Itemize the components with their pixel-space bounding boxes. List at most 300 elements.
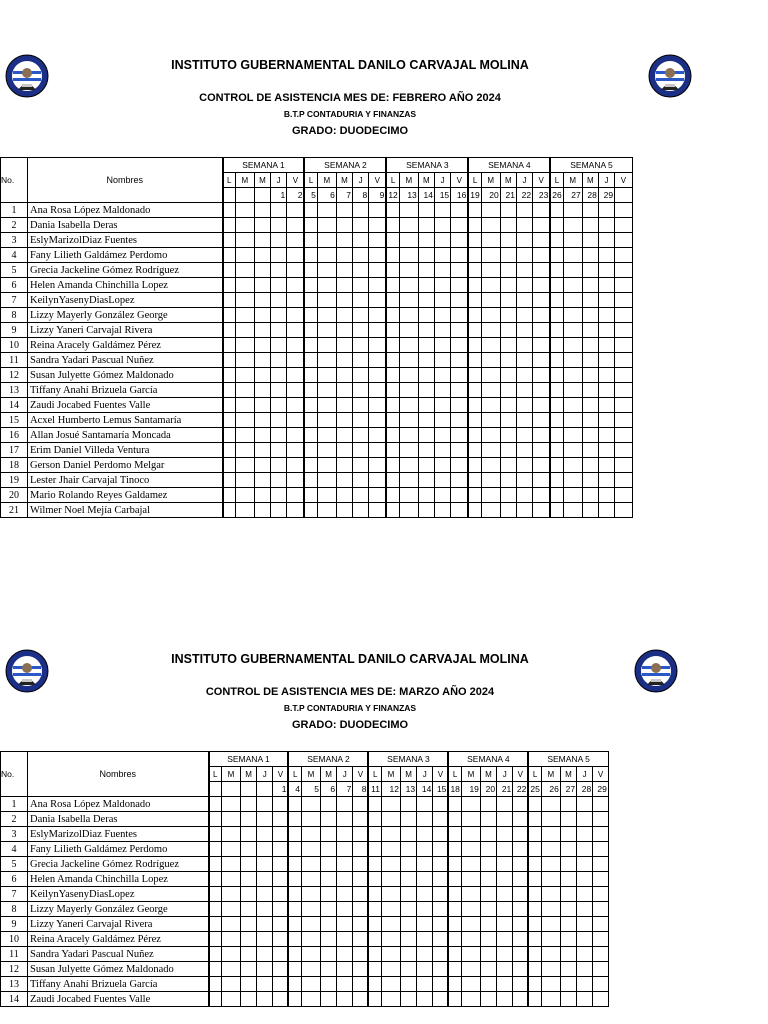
attendance-cell[interactable]: [369, 248, 387, 263]
attendance-cell[interactable]: [273, 887, 289, 902]
attendance-cell[interactable]: [598, 293, 614, 308]
attendance-cell[interactable]: [461, 887, 480, 902]
attendance-cell[interactable]: [271, 263, 287, 278]
attendance-cell[interactable]: [582, 488, 598, 503]
attendance-cell[interactable]: [418, 443, 434, 458]
attendance-cell[interactable]: [481, 413, 500, 428]
attendance-cell[interactable]: [287, 323, 305, 338]
attendance-cell[interactable]: [386, 383, 399, 398]
attendance-cell[interactable]: [386, 473, 399, 488]
attendance-cell[interactable]: [433, 887, 449, 902]
attendance-cell[interactable]: [223, 383, 236, 398]
attendance-cell[interactable]: [320, 812, 336, 827]
attendance-cell[interactable]: [541, 992, 560, 1007]
attendance-cell[interactable]: [304, 278, 317, 293]
attendance-cell[interactable]: [433, 917, 449, 932]
attendance-cell[interactable]: [288, 797, 301, 812]
attendance-cell[interactable]: [400, 887, 416, 902]
attendance-cell[interactable]: [468, 473, 481, 488]
attendance-cell[interactable]: [301, 797, 320, 812]
attendance-cell[interactable]: [254, 428, 270, 443]
attendance-cell[interactable]: [461, 812, 480, 827]
attendance-cell[interactable]: [209, 887, 222, 902]
attendance-cell[interactable]: [317, 458, 336, 473]
attendance-cell[interactable]: [598, 218, 614, 233]
attendance-cell[interactable]: [241, 827, 257, 842]
attendance-cell[interactable]: [550, 218, 563, 233]
attendance-cell[interactable]: [560, 827, 576, 842]
attendance-cell[interactable]: [615, 323, 633, 338]
attendance-cell[interactable]: [241, 992, 257, 1007]
attendance-cell[interactable]: [550, 458, 563, 473]
attendance-cell[interactable]: [271, 413, 287, 428]
attendance-cell[interactable]: [223, 503, 236, 518]
attendance-cell[interactable]: [399, 413, 418, 428]
attendance-cell[interactable]: [497, 992, 513, 1007]
attendance-cell[interactable]: [451, 443, 469, 458]
attendance-cell[interactable]: [336, 428, 352, 443]
attendance-cell[interactable]: [304, 353, 317, 368]
attendance-cell[interactable]: [417, 977, 433, 992]
attendance-cell[interactable]: [353, 827, 369, 842]
attendance-cell[interactable]: [301, 902, 320, 917]
attendance-cell[interactable]: [400, 977, 416, 992]
attendance-cell[interactable]: [381, 977, 400, 992]
attendance-cell[interactable]: [418, 353, 434, 368]
attendance-cell[interactable]: [241, 797, 257, 812]
attendance-cell[interactable]: [254, 293, 270, 308]
attendance-cell[interactable]: [304, 248, 317, 263]
attendance-cell[interactable]: [337, 827, 353, 842]
attendance-cell[interactable]: [337, 917, 353, 932]
attendance-cell[interactable]: [235, 308, 254, 323]
attendance-cell[interactable]: [381, 797, 400, 812]
attendance-cell[interactable]: [336, 218, 352, 233]
attendance-cell[interactable]: [418, 428, 434, 443]
attendance-cell[interactable]: [301, 947, 320, 962]
attendance-cell[interactable]: [433, 857, 449, 872]
attendance-cell[interactable]: [480, 992, 496, 1007]
attendance-cell[interactable]: [577, 812, 593, 827]
attendance-cell[interactable]: [257, 902, 273, 917]
attendance-cell[interactable]: [222, 947, 241, 962]
attendance-cell[interactable]: [386, 323, 399, 338]
attendance-cell[interactable]: [577, 827, 593, 842]
attendance-cell[interactable]: [417, 827, 433, 842]
attendance-cell[interactable]: [386, 203, 399, 218]
attendance-cell[interactable]: [254, 278, 270, 293]
attendance-cell[interactable]: [461, 902, 480, 917]
attendance-cell[interactable]: [615, 398, 633, 413]
attendance-cell[interactable]: [593, 992, 609, 1007]
attendance-cell[interactable]: [598, 368, 614, 383]
attendance-cell[interactable]: [500, 248, 516, 263]
attendance-cell[interactable]: [254, 248, 270, 263]
attendance-cell[interactable]: [223, 413, 236, 428]
attendance-cell[interactable]: [304, 398, 317, 413]
attendance-cell[interactable]: [223, 218, 236, 233]
attendance-cell[interactable]: [287, 398, 305, 413]
attendance-cell[interactable]: [320, 842, 336, 857]
attendance-cell[interactable]: [480, 947, 496, 962]
attendance-cell[interactable]: [418, 458, 434, 473]
attendance-cell[interactable]: [598, 473, 614, 488]
attendance-cell[interactable]: [320, 902, 336, 917]
attendance-cell[interactable]: [481, 293, 500, 308]
attendance-cell[interactable]: [533, 263, 551, 278]
attendance-cell[interactable]: [235, 398, 254, 413]
attendance-cell[interactable]: [598, 488, 614, 503]
attendance-cell[interactable]: [386, 233, 399, 248]
attendance-cell[interactable]: [500, 263, 516, 278]
attendance-cell[interactable]: [577, 902, 593, 917]
attendance-cell[interactable]: [273, 857, 289, 872]
attendance-cell[interactable]: [533, 398, 551, 413]
attendance-cell[interactable]: [287, 218, 305, 233]
attendance-cell[interactable]: [433, 932, 449, 947]
attendance-cell[interactable]: [304, 443, 317, 458]
attendance-cell[interactable]: [287, 368, 305, 383]
attendance-cell[interactable]: [336, 368, 352, 383]
attendance-cell[interactable]: [468, 383, 481, 398]
attendance-cell[interactable]: [582, 413, 598, 428]
attendance-cell[interactable]: [223, 323, 236, 338]
attendance-cell[interactable]: [209, 872, 222, 887]
attendance-cell[interactable]: [317, 233, 336, 248]
attendance-cell[interactable]: [353, 947, 369, 962]
attendance-cell[interactable]: [369, 353, 387, 368]
attendance-cell[interactable]: [533, 203, 551, 218]
attendance-cell[interactable]: [550, 263, 563, 278]
attendance-cell[interactable]: [461, 962, 480, 977]
attendance-cell[interactable]: [480, 857, 496, 872]
attendance-cell[interactable]: [451, 323, 469, 338]
attendance-cell[interactable]: [317, 323, 336, 338]
attendance-cell[interactable]: [369, 488, 387, 503]
attendance-cell[interactable]: [451, 458, 469, 473]
attendance-cell[interactable]: [528, 992, 541, 1007]
attendance-cell[interactable]: [257, 947, 273, 962]
attendance-cell[interactable]: [541, 917, 560, 932]
attendance-cell[interactable]: [353, 902, 369, 917]
attendance-cell[interactable]: [222, 962, 241, 977]
attendance-cell[interactable]: [533, 428, 551, 443]
attendance-cell[interactable]: [434, 458, 450, 473]
attendance-cell[interactable]: [223, 353, 236, 368]
attendance-cell[interactable]: [254, 338, 270, 353]
attendance-cell[interactable]: [615, 263, 633, 278]
attendance-cell[interactable]: [209, 992, 222, 1007]
attendance-cell[interactable]: [615, 218, 633, 233]
attendance-cell[interactable]: [577, 917, 593, 932]
attendance-cell[interactable]: [513, 902, 529, 917]
attendance-cell[interactable]: [563, 203, 582, 218]
attendance-cell[interactable]: [257, 977, 273, 992]
attendance-cell[interactable]: [353, 917, 369, 932]
attendance-cell[interactable]: [223, 458, 236, 473]
attendance-cell[interactable]: [400, 842, 416, 857]
attendance-cell[interactable]: [481, 353, 500, 368]
attendance-cell[interactable]: [353, 233, 369, 248]
attendance-cell[interactable]: [582, 323, 598, 338]
attendance-cell[interactable]: [563, 338, 582, 353]
attendance-cell[interactable]: [560, 947, 576, 962]
attendance-cell[interactable]: [337, 797, 353, 812]
attendance-cell[interactable]: [320, 917, 336, 932]
attendance-cell[interactable]: [481, 323, 500, 338]
attendance-cell[interactable]: [209, 932, 222, 947]
attendance-cell[interactable]: [598, 353, 614, 368]
attendance-cell[interactable]: [563, 353, 582, 368]
attendance-cell[interactable]: [533, 308, 551, 323]
attendance-cell[interactable]: [598, 503, 614, 518]
attendance-cell[interactable]: [533, 278, 551, 293]
attendance-cell[interactable]: [271, 308, 287, 323]
attendance-cell[interactable]: [598, 413, 614, 428]
attendance-cell[interactable]: [513, 797, 529, 812]
attendance-cell[interactable]: [497, 797, 513, 812]
attendance-cell[interactable]: [481, 383, 500, 398]
attendance-cell[interactable]: [288, 812, 301, 827]
attendance-cell[interactable]: [598, 443, 614, 458]
attendance-cell[interactable]: [563, 398, 582, 413]
attendance-cell[interactable]: [448, 827, 461, 842]
attendance-cell[interactable]: [560, 902, 576, 917]
attendance-cell[interactable]: [353, 842, 369, 857]
attendance-cell[interactable]: [222, 857, 241, 872]
attendance-cell[interactable]: [235, 428, 254, 443]
attendance-cell[interactable]: [304, 323, 317, 338]
attendance-cell[interactable]: [516, 473, 532, 488]
attendance-cell[interactable]: [400, 902, 416, 917]
attendance-cell[interactable]: [541, 842, 560, 857]
attendance-cell[interactable]: [320, 827, 336, 842]
attendance-cell[interactable]: [368, 992, 381, 1007]
attendance-cell[interactable]: [317, 308, 336, 323]
attendance-cell[interactable]: [550, 203, 563, 218]
attendance-cell[interactable]: [223, 233, 236, 248]
attendance-cell[interactable]: [235, 203, 254, 218]
attendance-cell[interactable]: [336, 353, 352, 368]
attendance-cell[interactable]: [563, 503, 582, 518]
attendance-cell[interactable]: [533, 488, 551, 503]
attendance-cell[interactable]: [353, 473, 369, 488]
attendance-cell[interactable]: [433, 977, 449, 992]
attendance-cell[interactable]: [550, 503, 563, 518]
attendance-cell[interactable]: [533, 368, 551, 383]
attendance-cell[interactable]: [550, 293, 563, 308]
attendance-cell[interactable]: [418, 293, 434, 308]
attendance-cell[interactable]: [223, 293, 236, 308]
attendance-cell[interactable]: [598, 338, 614, 353]
attendance-cell[interactable]: [615, 503, 633, 518]
attendance-cell[interactable]: [516, 203, 532, 218]
attendance-cell[interactable]: [516, 428, 532, 443]
attendance-cell[interactable]: [433, 992, 449, 1007]
attendance-cell[interactable]: [271, 503, 287, 518]
attendance-cell[interactable]: [615, 308, 633, 323]
attendance-cell[interactable]: [461, 857, 480, 872]
attendance-cell[interactable]: [400, 917, 416, 932]
attendance-cell[interactable]: [369, 323, 387, 338]
attendance-cell[interactable]: [353, 872, 369, 887]
attendance-cell[interactable]: [448, 842, 461, 857]
attendance-cell[interactable]: [241, 887, 257, 902]
attendance-cell[interactable]: [497, 947, 513, 962]
attendance-cell[interactable]: [320, 977, 336, 992]
attendance-cell[interactable]: [336, 413, 352, 428]
attendance-cell[interactable]: [448, 917, 461, 932]
attendance-cell[interactable]: [513, 857, 529, 872]
attendance-cell[interactable]: [434, 368, 450, 383]
attendance-cell[interactable]: [533, 473, 551, 488]
attendance-cell[interactable]: [336, 398, 352, 413]
attendance-cell[interactable]: [434, 398, 450, 413]
attendance-cell[interactable]: [301, 827, 320, 842]
attendance-cell[interactable]: [353, 293, 369, 308]
attendance-cell[interactable]: [528, 962, 541, 977]
attendance-cell[interactable]: [399, 263, 418, 278]
attendance-cell[interactable]: [550, 413, 563, 428]
attendance-cell[interactable]: [273, 917, 289, 932]
attendance-cell[interactable]: [513, 887, 529, 902]
attendance-cell[interactable]: [399, 218, 418, 233]
attendance-cell[interactable]: [560, 797, 576, 812]
attendance-cell[interactable]: [223, 278, 236, 293]
attendance-cell[interactable]: [577, 992, 593, 1007]
attendance-cell[interactable]: [400, 932, 416, 947]
attendance-cell[interactable]: [500, 338, 516, 353]
attendance-cell[interactable]: [481, 503, 500, 518]
attendance-cell[interactable]: [287, 278, 305, 293]
attendance-cell[interactable]: [563, 488, 582, 503]
attendance-cell[interactable]: [288, 917, 301, 932]
attendance-cell[interactable]: [563, 458, 582, 473]
attendance-cell[interactable]: [541, 947, 560, 962]
attendance-cell[interactable]: [480, 842, 496, 857]
attendance-cell[interactable]: [235, 248, 254, 263]
attendance-cell[interactable]: [336, 443, 352, 458]
attendance-cell[interactable]: [481, 428, 500, 443]
attendance-cell[interactable]: [235, 413, 254, 428]
attendance-cell[interactable]: [271, 293, 287, 308]
attendance-cell[interactable]: [577, 842, 593, 857]
attendance-cell[interactable]: [418, 203, 434, 218]
attendance-cell[interactable]: [533, 323, 551, 338]
attendance-cell[interactable]: [598, 308, 614, 323]
attendance-cell[interactable]: [563, 443, 582, 458]
attendance-cell[interactable]: [513, 842, 529, 857]
attendance-cell[interactable]: [368, 962, 381, 977]
attendance-cell[interactable]: [400, 857, 416, 872]
attendance-cell[interactable]: [516, 383, 532, 398]
attendance-cell[interactable]: [513, 827, 529, 842]
attendance-cell[interactable]: [254, 308, 270, 323]
attendance-cell[interactable]: [560, 932, 576, 947]
attendance-cell[interactable]: [468, 293, 481, 308]
attendance-cell[interactable]: [461, 947, 480, 962]
attendance-cell[interactable]: [304, 473, 317, 488]
attendance-cell[interactable]: [301, 887, 320, 902]
attendance-cell[interactable]: [563, 383, 582, 398]
attendance-cell[interactable]: [516, 218, 532, 233]
attendance-cell[interactable]: [593, 857, 609, 872]
attendance-cell[interactable]: [222, 917, 241, 932]
attendance-cell[interactable]: [386, 488, 399, 503]
attendance-cell[interactable]: [241, 977, 257, 992]
attendance-cell[interactable]: [448, 797, 461, 812]
attendance-cell[interactable]: [528, 812, 541, 827]
attendance-cell[interactable]: [381, 917, 400, 932]
attendance-cell[interactable]: [235, 443, 254, 458]
attendance-cell[interactable]: [417, 902, 433, 917]
attendance-cell[interactable]: [582, 218, 598, 233]
attendance-cell[interactable]: [497, 842, 513, 857]
attendance-cell[interactable]: [497, 977, 513, 992]
attendance-cell[interactable]: [254, 203, 270, 218]
attendance-cell[interactable]: [369, 458, 387, 473]
attendance-cell[interactable]: [516, 398, 532, 413]
attendance-cell[interactable]: [563, 293, 582, 308]
attendance-cell[interactable]: [516, 413, 532, 428]
attendance-cell[interactable]: [533, 218, 551, 233]
attendance-cell[interactable]: [241, 812, 257, 827]
attendance-cell[interactable]: [241, 857, 257, 872]
attendance-cell[interactable]: [500, 353, 516, 368]
attendance-cell[interactable]: [468, 338, 481, 353]
attendance-cell[interactable]: [368, 947, 381, 962]
attendance-cell[interactable]: [235, 353, 254, 368]
attendance-cell[interactable]: [304, 263, 317, 278]
attendance-cell[interactable]: [593, 917, 609, 932]
attendance-cell[interactable]: [222, 797, 241, 812]
attendance-cell[interactable]: [353, 323, 369, 338]
attendance-cell[interactable]: [209, 902, 222, 917]
attendance-cell[interactable]: [337, 992, 353, 1007]
attendance-cell[interactable]: [500, 413, 516, 428]
attendance-cell[interactable]: [500, 233, 516, 248]
attendance-cell[interactable]: [481, 233, 500, 248]
attendance-cell[interactable]: [304, 428, 317, 443]
attendance-cell[interactable]: [481, 458, 500, 473]
attendance-cell[interactable]: [468, 368, 481, 383]
attendance-cell[interactable]: [241, 962, 257, 977]
attendance-cell[interactable]: [288, 902, 301, 917]
attendance-cell[interactable]: [528, 977, 541, 992]
attendance-cell[interactable]: [222, 842, 241, 857]
attendance-cell[interactable]: [418, 263, 434, 278]
attendance-cell[interactable]: [468, 323, 481, 338]
attendance-cell[interactable]: [563, 278, 582, 293]
attendance-cell[interactable]: [481, 248, 500, 263]
attendance-cell[interactable]: [353, 428, 369, 443]
attendance-cell[interactable]: [417, 812, 433, 827]
attendance-cell[interactable]: [304, 218, 317, 233]
attendance-cell[interactable]: [288, 947, 301, 962]
attendance-cell[interactable]: [541, 872, 560, 887]
attendance-cell[interactable]: [400, 947, 416, 962]
attendance-cell[interactable]: [235, 323, 254, 338]
attendance-cell[interactable]: [448, 977, 461, 992]
attendance-cell[interactable]: [451, 233, 469, 248]
attendance-cell[interactable]: [448, 962, 461, 977]
attendance-cell[interactable]: [209, 827, 222, 842]
attendance-cell[interactable]: [434, 338, 450, 353]
attendance-cell[interactable]: [615, 383, 633, 398]
attendance-cell[interactable]: [336, 233, 352, 248]
attendance-cell[interactable]: [353, 263, 369, 278]
attendance-cell[interactable]: [434, 443, 450, 458]
